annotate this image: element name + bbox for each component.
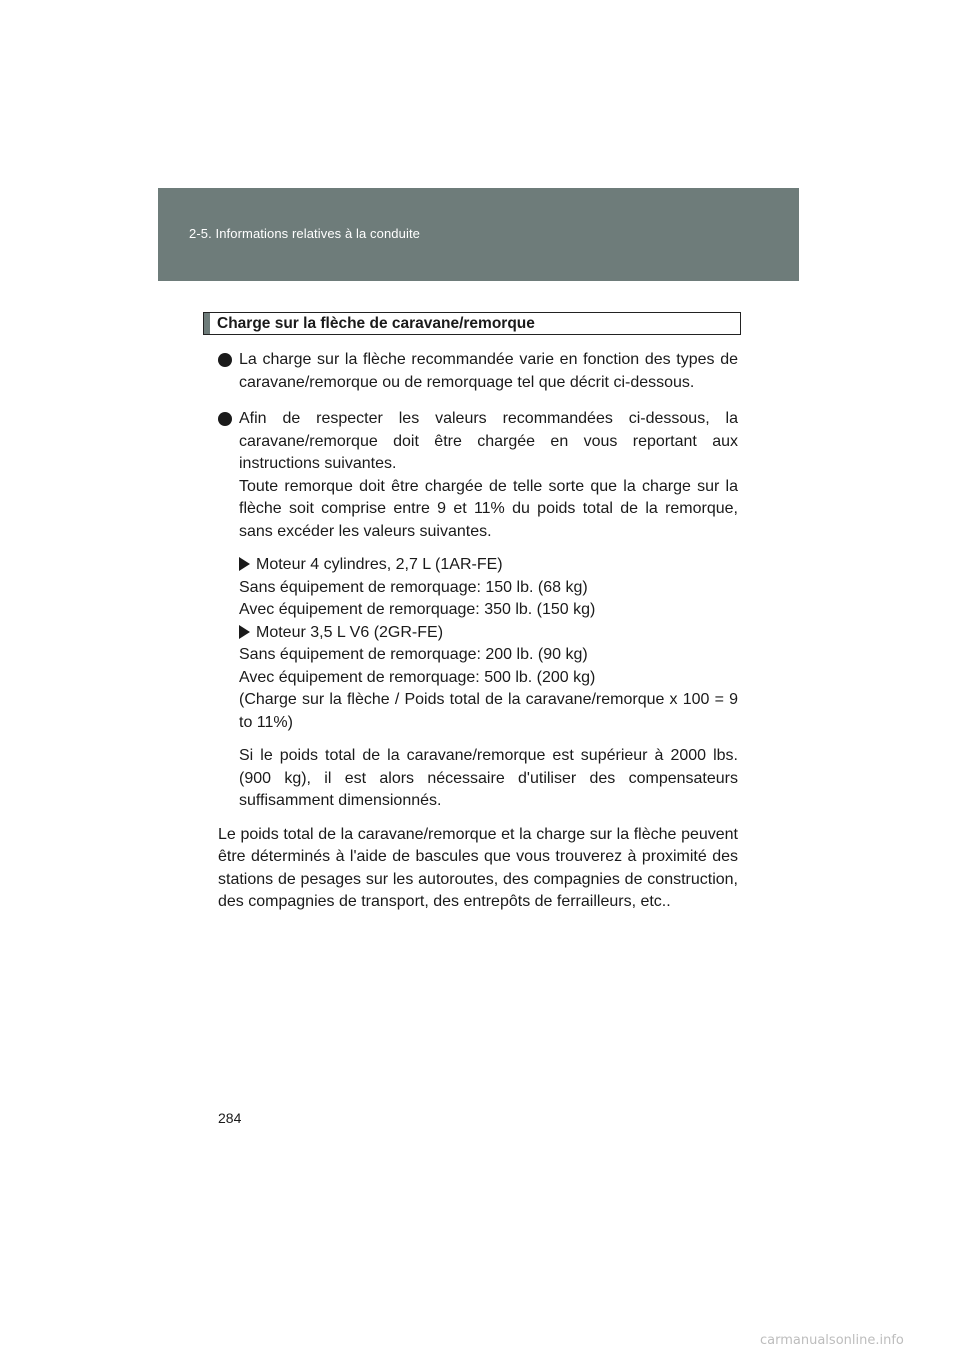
page-content [218,312,738,914]
subtitle-accent-bar [204,313,210,334]
page-number: 284 [218,1110,242,1126]
note-text: Si le poids total de la caravane/remorque est supérieur à 2000 lbs. (900 kg), il est alors nécessaire d'utiliser des compensateurs suffisamment dimensionnés. [239,747,738,809]
engine-title: Moteur 3,5 L V6 (2GR-FE) [239,622,738,645]
section-title: 2-5. Informations relatives à la conduite [189,226,420,241]
bullet-dot-icon [218,412,232,426]
engine-list [218,554,738,734]
engine-title: Moteur 4 cylindres, 2,7 L (1AR-FE) [239,554,738,577]
bullet-dot-icon [218,353,232,367]
formula-text: (Charge sur la flèche / Poids total de la caravane/remorque x 100 = 9 to 11%) [239,691,738,731]
closing-paragraph: Le poids total de la caravane/remorque et la charge sur la flèche peuvent être déterminés à l'aide de bascules que vous trouverez à proximité des stations de pesages sur les autoroutes, des compagnies de construction, des compagnies de transport, des entrepôts de ferrailleurs, etc.. [218,825,738,910]
section-header-band [158,188,799,281]
subtitle-box [203,312,741,335]
watermark: carmanualsonline.info [760,1333,904,1348]
subtitle-text: Charge sur la flèche de caravane/remorque [217,315,535,332]
triangle-right-icon [239,557,250,571]
bullet-detail: Toute remorque doit être chargée de telle sorte que la charge sur la flèche soit comprise entre 9 et 11% du poids total de la remorque, sans excéder les valeurs suivantes. [239,477,738,540]
engine-with: Avec équipement de remorquage: 350 lb. (150 kg) [239,601,596,618]
bullet-item [218,408,738,543]
engine-with: Avec équipement de remorquage: 500 lb. (200 kg) [239,668,596,686]
triangle-right-icon [239,625,250,639]
bullet-text: La charge sur la flèche recommandée varie en fonction des types de caravane/remorque ou de remorquage tel que décrit ci-dessous. [239,351,738,391]
engine-without: Sans équipement de remorquage: 150 lb. (68 kg) [239,578,588,596]
engine-without: Sans équipement de remorquage: 200 lb. (90 kg) [239,646,588,663]
bullet-text: Afin de respecter les valeurs recommandées ci-dessous, la caravane/remorque doit être chargée en vous reportant aux instructions suivantes. [239,410,738,472]
bullet-item [218,349,738,394]
